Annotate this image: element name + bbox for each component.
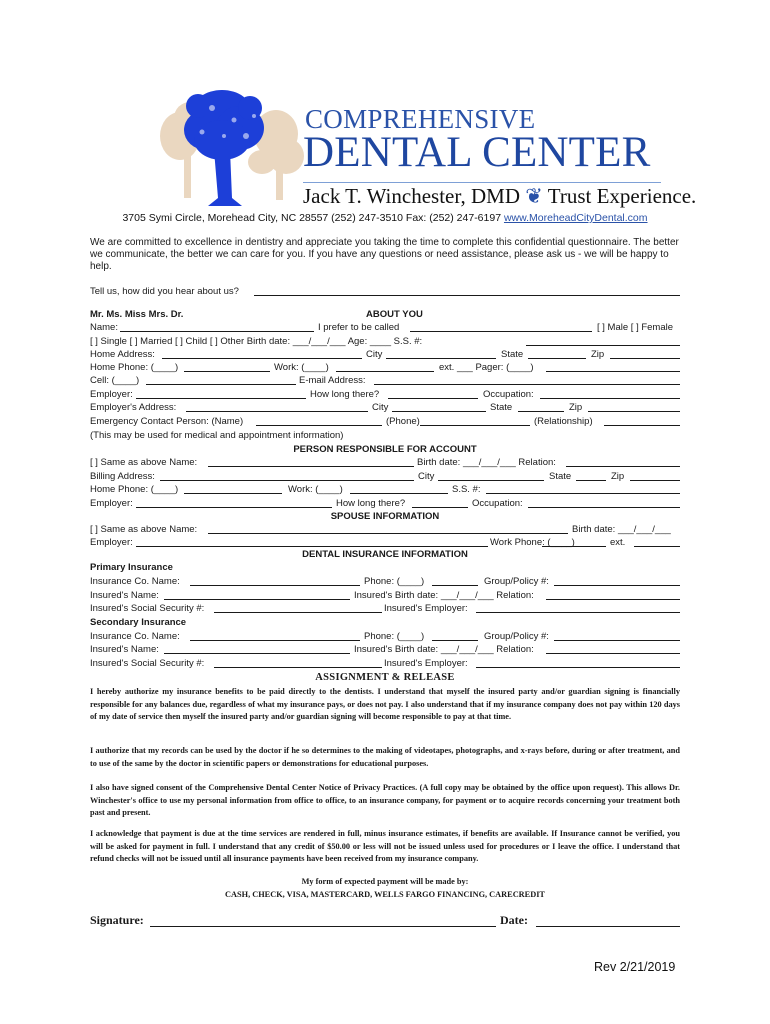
primary-company-label: Insurance Co. Name:	[90, 576, 180, 587]
home-phone-field[interactable]	[184, 371, 270, 372]
brand-tagline	[303, 184, 696, 209]
primary-insured-birth-label: Insured's Birth date: ___/___/___ Relation:	[354, 590, 534, 601]
secondary-insurance-heading: Secondary Insurance	[90, 617, 187, 628]
office-address	[0, 212, 770, 224]
emergency-note-text: (This may be used for medical and appointment information)	[90, 430, 344, 441]
pager-field[interactable]	[546, 371, 680, 372]
secondary-phone-field[interactable]	[432, 640, 478, 641]
preferred-name-label: I prefer to be called	[318, 322, 400, 333]
cell-field[interactable]	[146, 384, 296, 385]
occupation-field[interactable]	[540, 398, 680, 399]
doctor-name: Jack T. Winchester, DMD	[303, 184, 521, 208]
home-phone-label: Home Phone: (____)	[90, 362, 179, 373]
responsible-ss-field[interactable]	[486, 493, 680, 494]
hear-about-field[interactable]	[254, 295, 680, 296]
city-label: City	[366, 349, 383, 360]
ssn-field[interactable]	[526, 345, 680, 346]
responsible-name-field[interactable]	[208, 466, 414, 467]
spouse-employer-label: Employer:	[90, 537, 133, 548]
secondary-group-field[interactable]	[554, 640, 680, 641]
secondary-insured-name-label: Insured's Name:	[90, 644, 159, 655]
phone-row	[90, 361, 680, 374]
billing-zip-field[interactable]	[630, 480, 680, 481]
assignment-paragraph-1: I hereby authorize my insurance benefits to be paid directly to the dentists. I understand that myself the insured party and/or guardian signing is financially responsible for any balances due, regardless of what my insurance pays, or does not pay. I also understand that if my insurance company does not pay within 120 days of my date of service then myself the insured party and/or guardian signing will become responsible to pay at that time.	[90, 687, 680, 722]
primary-employer-field[interactable]	[476, 612, 680, 613]
primary-ss-row	[90, 602, 680, 615]
responsible-employer-field[interactable]	[136, 507, 332, 508]
assignment-paragraph-3: I also have signed consent of the Comprehensive Dental Center Notice of Privacy Practices. (A full copy may be obtained by the office upon request). This allows Dr. Winchester's office to use my personal information from office to office, to an insurance company, for payment or to acquire records concerning your treatment both past and present.	[90, 783, 680, 818]
billing-city-label: City	[418, 471, 435, 482]
name-field[interactable]	[120, 331, 314, 332]
secondary-employer-field[interactable]	[476, 667, 680, 668]
responsible-employer-label: Employer:	[90, 498, 133, 509]
secondary-company-row	[90, 630, 680, 643]
billing-state-field[interactable]	[576, 480, 606, 481]
billing-field[interactable]	[160, 480, 414, 481]
emergency-note	[90, 429, 680, 442]
assignment-heading: ASSIGNMENT & RELEASE	[315, 672, 455, 683]
responsible-work-field[interactable]	[350, 493, 448, 494]
revision-date: Rev 2/21/2019	[594, 960, 676, 974]
emergency-name-field[interactable]	[256, 425, 382, 426]
state-field[interactable]	[528, 358, 586, 359]
brand-line-2: DENTAL CENTER	[303, 129, 651, 176]
employer-state-label: State	[490, 402, 513, 413]
primary-insured-name-label: Insured's Name:	[90, 590, 159, 601]
secondary-insured-row	[90, 643, 680, 656]
date-label: Date:	[500, 913, 528, 927]
hear-about-row	[90, 285, 680, 298]
billing-city-field[interactable]	[438, 480, 544, 481]
spouse-heading: SPOUSE INFORMATION	[330, 511, 440, 522]
about-heading: ABOUT YOU	[366, 309, 423, 320]
secondary-ss-row	[90, 657, 680, 670]
primary-phone-label: Phone: (____)	[364, 576, 425, 587]
leaf-icon: ❦	[525, 184, 543, 208]
status-row	[90, 335, 680, 348]
preferred-name-field[interactable]	[410, 331, 592, 332]
city-field[interactable]	[386, 358, 496, 359]
spouse-name-row	[90, 523, 680, 536]
billing-row	[90, 470, 680, 483]
tagline: Trust Experience.	[547, 184, 697, 208]
signature-field[interactable]	[150, 926, 496, 927]
secondary-group-label: Group/Policy #:	[484, 631, 549, 642]
secondary-ss-label: Insured's Social Security #:	[90, 658, 205, 669]
spouse-work-phone-label: Work Phone: (____)	[490, 537, 575, 548]
employer-city-field[interactable]	[392, 411, 486, 412]
secondary-relation-field[interactable]	[546, 653, 680, 654]
responsible-same-checkbox[interactable]: [ ] Same as above Name:	[90, 457, 198, 468]
cell-row	[90, 374, 680, 387]
intro-paragraph: We are committed to excellence in dentistry and appreciate you taking the time to complete this confidential questionnaire. The better we communicate, the better we can care for you. If you have any questions or need assistance, please ask us - we will be happy to help.	[90, 237, 679, 272]
responsible-how-long-label: How long there?	[336, 498, 406, 509]
responsible-work-label: Work: (____)	[288, 484, 343, 495]
pager-label: ext. ___ Pager: (____)	[439, 362, 534, 373]
gender-options[interactable]: [ ] Male [ ] Female	[597, 322, 674, 333]
employer-zip-label: Zip	[569, 402, 583, 413]
zip-label: Zip	[591, 349, 605, 360]
tree-logo-icon	[158, 78, 308, 208]
how-long-label: How long there?	[310, 389, 380, 400]
spouse-ext-field[interactable]	[634, 546, 680, 547]
cell-label: Cell: (____)	[90, 375, 140, 386]
billing-label: Billing Address:	[90, 471, 155, 482]
marital-status-options[interactable]: [ ] Single [ ] Married [ ] Child [ ] Other Birth date: ___/___/___ Age: ____ S.S. #:	[90, 336, 423, 347]
emergency-label: Emergency Contact Person: (Name)	[90, 416, 244, 427]
emergency-phone-field[interactable]	[420, 425, 530, 426]
home-address-label: Home Address:	[90, 349, 155, 360]
insurance-heading: DENTAL INSURANCE INFORMATION	[302, 549, 468, 560]
emergency-row	[90, 415, 680, 428]
assignment-paragraph-4: I acknowledge that payment is due at the time services are rendered in full, minus insurance estimates, if benefits are available. If Insurance cannot be verified, you will be asked for payment in full. I understand that any credit of $50.00 or less will not be issued unless used for procedures or I leave the office. I understand that refund checks will not be issued until all insurance payments have been received from my insurance company.	[90, 829, 680, 864]
primary-insured-name-field[interactable]	[164, 599, 350, 600]
home-address-row	[90, 348, 680, 361]
primary-company-row	[90, 575, 680, 588]
employer-field[interactable]	[136, 398, 306, 399]
emergency-relationship-field[interactable]	[604, 425, 680, 426]
responsible-occupation-field[interactable]	[528, 507, 680, 508]
emergency-phone-label: (Phone)	[386, 416, 420, 427]
about-heading-row	[90, 308, 680, 321]
responsible-home-phone-label: Home Phone: (____)	[90, 484, 179, 495]
secondary-insured-name-field[interactable]	[164, 653, 350, 654]
secondary-insured-birth-label: Insured's Birth date: ___/___/___ Relation:	[354, 644, 534, 655]
hear-about-label: Tell us, how did you hear about us?	[90, 286, 239, 297]
responsible-how-long-field[interactable]	[412, 507, 468, 508]
secondary-phone-label: Phone: (____)	[364, 631, 425, 642]
billing-zip-label: Zip	[611, 471, 625, 482]
address-text: 3705 Symi Circle, Morehead City, NC 28557 (252) 247-3510 Fax: (252) 247-6197	[122, 212, 502, 224]
spouse-ext-label: ext.	[610, 537, 626, 548]
primary-company-field[interactable]	[190, 585, 360, 586]
work-phone-label: Work: (____)	[274, 362, 329, 373]
employer-address-row	[90, 401, 680, 414]
employer-address-field[interactable]	[186, 411, 368, 412]
spouse-birth-label: Birth date: ___/___/___	[572, 524, 671, 535]
payment-label: My form of expected payment will be made by:	[301, 877, 469, 886]
responsible-phone-row	[90, 483, 680, 496]
secondary-ss-field[interactable]	[214, 667, 382, 668]
responsible-employer-row	[90, 497, 680, 510]
responsible-name-row	[90, 456, 680, 469]
email-field[interactable]	[374, 384, 680, 385]
primary-insurance-heading: Primary Insurance	[90, 562, 173, 573]
state-label: State	[501, 349, 524, 360]
spouse-same-checkbox[interactable]: [ ] Same as above Name:	[90, 524, 198, 535]
responsible-home-phone-field[interactable]	[184, 493, 282, 494]
employer-address-label: Employer's Address:	[90, 402, 177, 413]
secondary-employer-label: Insured's Employer:	[384, 658, 468, 669]
work-phone-field[interactable]	[336, 371, 434, 372]
website-link[interactable]: www.MoreheadCityDental.com	[503, 212, 648, 224]
primary-ss-label: Insured's Social Security #:	[90, 603, 205, 614]
signature-label: Signature:	[90, 913, 144, 927]
employer-label: Employer:	[90, 389, 133, 400]
brand-divider	[303, 182, 661, 183]
name-row	[90, 321, 680, 334]
zip-field[interactable]	[610, 358, 680, 359]
billing-state-label: State	[549, 471, 572, 482]
responsible-occupation-label: Occupation:	[472, 498, 523, 509]
responsible-ss-label: S.S. #:	[452, 484, 481, 495]
primary-group-field[interactable]	[554, 585, 680, 586]
title-options[interactable]: Mr. Ms. Miss Mrs. Dr.	[90, 309, 184, 320]
employer-zip-field[interactable]	[588, 411, 680, 412]
email-label: E-mail Address:	[299, 375, 366, 386]
assignment-paragraph-2: I authorize that my records can be used by the doctor if he so determines to the making of videotapes, photographs, and x-rays before, during or after treatment, and to use of the same by the doctor in scientific papers or demonstrations for educational purposes.	[90, 746, 680, 768]
employer-state-field[interactable]	[518, 411, 564, 412]
emergency-relationship-label: (Relationship)	[534, 416, 593, 427]
brand-line-1: COMPREHENSIVE	[305, 104, 536, 134]
spouse-name-field[interactable]	[208, 533, 568, 534]
date-field[interactable]	[536, 926, 680, 927]
primary-phone-field[interactable]	[432, 585, 478, 586]
responsible-birth-label: Birth date: ___/___/___ Relation:	[417, 457, 556, 468]
payment-methods: CASH, CHECK, VISA, MASTERCARD, WELLS FARGO FINANCING, CARECREDIT	[225, 890, 545, 899]
secondary-company-field[interactable]	[190, 640, 360, 641]
primary-group-label: Group/Policy #:	[484, 576, 549, 587]
primary-ss-field[interactable]	[214, 612, 382, 613]
home-address-field[interactable]	[162, 358, 362, 359]
primary-insured-row	[90, 589, 680, 602]
employer-city-label: City	[372, 402, 389, 413]
name-label: Name:	[90, 322, 118, 333]
responsible-relation-field[interactable]	[566, 466, 680, 467]
primary-employer-label: Insured's Employer:	[384, 603, 468, 614]
primary-relation-field[interactable]	[546, 599, 680, 600]
secondary-company-label: Insurance Co. Name:	[90, 631, 180, 642]
spouse-work-phone-field[interactable]	[542, 546, 606, 547]
employer-row	[90, 388, 680, 401]
occupation-label: Occupation:	[483, 389, 534, 400]
spouse-employer-field[interactable]	[136, 546, 488, 547]
how-long-field[interactable]	[388, 398, 478, 399]
responsible-heading: PERSON RESPONSIBLE FOR ACCOUNT	[293, 444, 477, 455]
